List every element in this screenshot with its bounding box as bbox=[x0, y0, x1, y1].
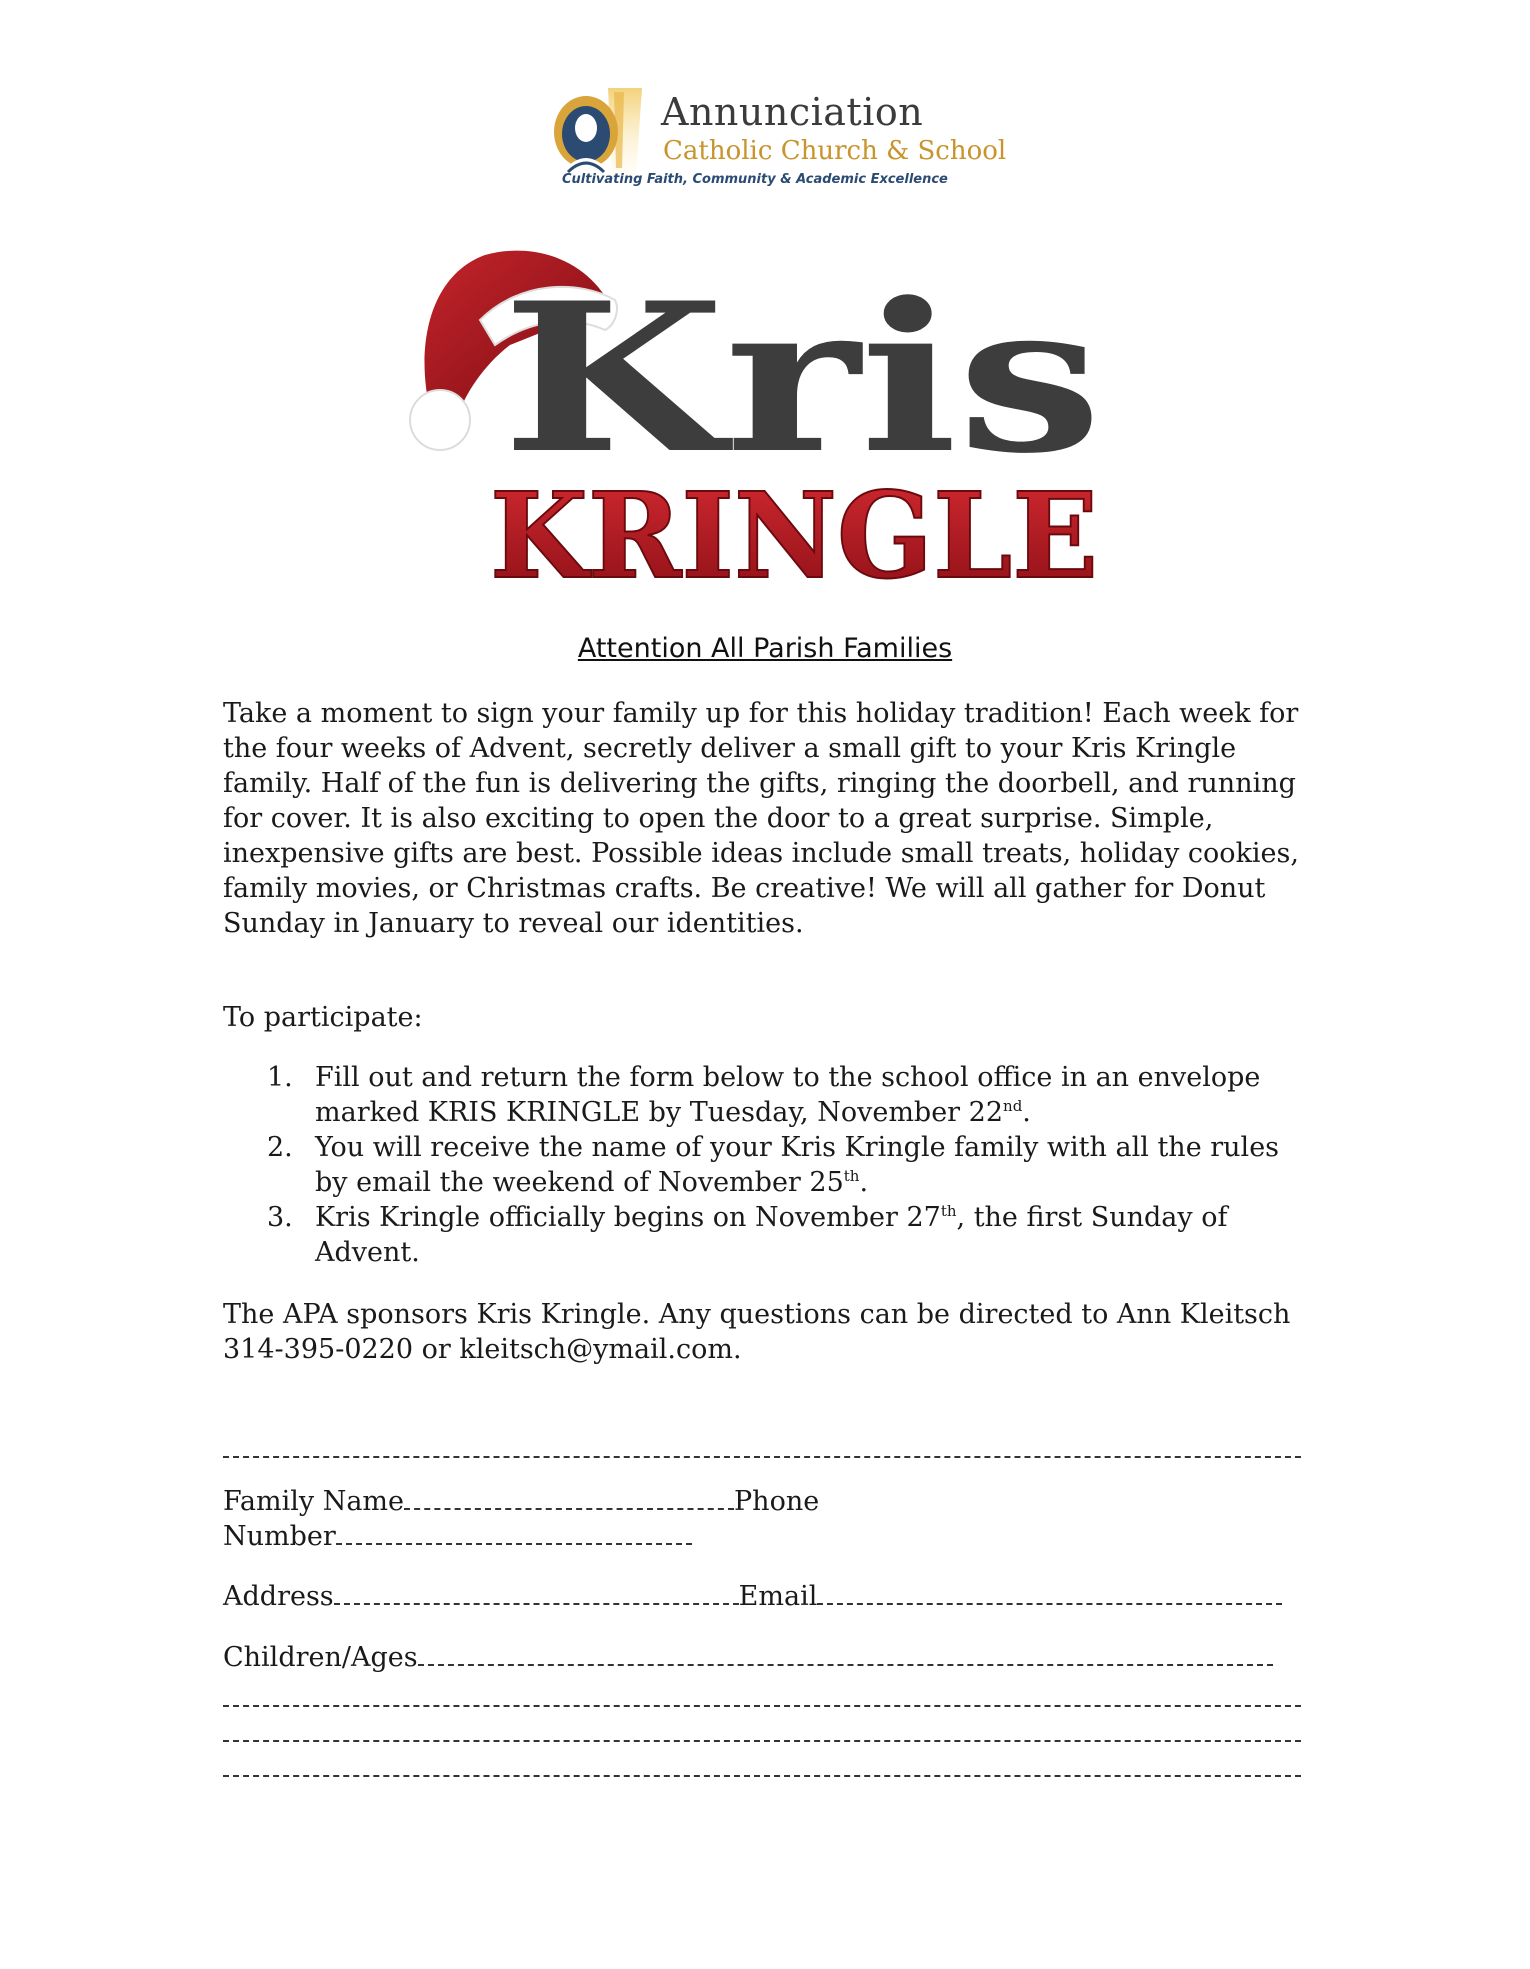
children-ages-field[interactable] bbox=[418, 1640, 1273, 1666]
santa-hat-title-graphic bbox=[390, 235, 1130, 595]
step-text-end: , the first Sunday of Advent. bbox=[315, 1202, 1228, 1268]
step-number: 1. bbox=[267, 1062, 293, 1093]
step-superscript: th bbox=[843, 1167, 860, 1185]
email-field[interactable] bbox=[817, 1579, 1282, 1605]
sponsor-paragraph: The APA sponsors Kris Kringle. Any questions can be directed to Ann Kleitsch 314-395-0220 or kleitsch@ymail.com. bbox=[223, 1299, 1291, 1365]
cut-line-divider bbox=[223, 1456, 1301, 1458]
kris-kringle-banner bbox=[390, 235, 1130, 595]
step-text: Kris Kringle officially begins on November 27 bbox=[315, 1202, 941, 1233]
step-superscript: th bbox=[940, 1202, 957, 1220]
step-text-end: . bbox=[859, 1167, 869, 1198]
family-name-field[interactable] bbox=[404, 1484, 734, 1510]
banner-word-kringle: KRINGLE bbox=[490, 466, 1098, 595]
page-heading: Attention All Parish Families bbox=[577, 633, 953, 664]
list-item bbox=[223, 1060, 1303, 1130]
participate-label: To participate: bbox=[223, 1002, 423, 1033]
banner-word-kris: Kris bbox=[502, 259, 1102, 499]
steps-list bbox=[223, 1060, 1303, 1270]
address-field[interactable] bbox=[334, 1579, 739, 1605]
step-number: 2. bbox=[267, 1132, 293, 1163]
children-ages-label: Children/Ages bbox=[223, 1642, 418, 1673]
children-row bbox=[223, 1640, 1303, 1675]
email-label: Email bbox=[738, 1581, 818, 1612]
family-phone-row bbox=[223, 1484, 1303, 1519]
phone-number-row bbox=[223, 1519, 1303, 1554]
children-extra-line[interactable] bbox=[223, 1775, 1301, 1777]
children-extra-line[interactable] bbox=[223, 1705, 1301, 1707]
step-text: Fill out and return the form below to the school office in an envelope marked KRIS KRINGLE by Tuesday, November 22 bbox=[315, 1062, 1261, 1128]
children-extra-line[interactable] bbox=[223, 1740, 1301, 1742]
intro-paragraph: Take a moment to sign your family up for this holiday tradition! Each week for the four weeks of Advent, secretly deliver a small gift to your Kris Kringle family. Half of the fun is delivering the gifts, ringing the doorbell, and running for cover. It is also exciting to open the door to a great surprise. Simple, inexpensive gifts are best. Possible ideas include small treats, holiday cookies, family movies, or Christmas crafts. Be creative! We will all gather for Donut Sunday in January to reveal our identities. bbox=[223, 698, 1299, 939]
madonna-logo-icon bbox=[550, 88, 642, 176]
step-text: You will receive the name of your Kris Kringle family with all the rules by email the weekend of November 25 bbox=[315, 1132, 1280, 1198]
logo-church-name: Annunciation bbox=[661, 90, 924, 134]
church-logo bbox=[550, 80, 1007, 190]
step-text-end: . bbox=[1022, 1097, 1031, 1128]
list-item bbox=[223, 1130, 1303, 1200]
logo-tagline: Cultivating Faith, Community & Academic Excellence bbox=[562, 172, 948, 187]
address-label: Address bbox=[223, 1581, 334, 1612]
address-email-row bbox=[223, 1579, 1303, 1614]
phone-number-field[interactable] bbox=[336, 1519, 692, 1545]
logo-subtitle: Catholic Church & School bbox=[663, 136, 1007, 166]
phone-number-label: Number bbox=[223, 1521, 336, 1552]
family-name-label: Family Name bbox=[223, 1486, 405, 1517]
list-item bbox=[223, 1200, 1303, 1270]
phone-label: Phone bbox=[734, 1486, 820, 1517]
step-superscript: nd bbox=[1003, 1097, 1023, 1115]
step-number: 3. bbox=[267, 1202, 293, 1233]
